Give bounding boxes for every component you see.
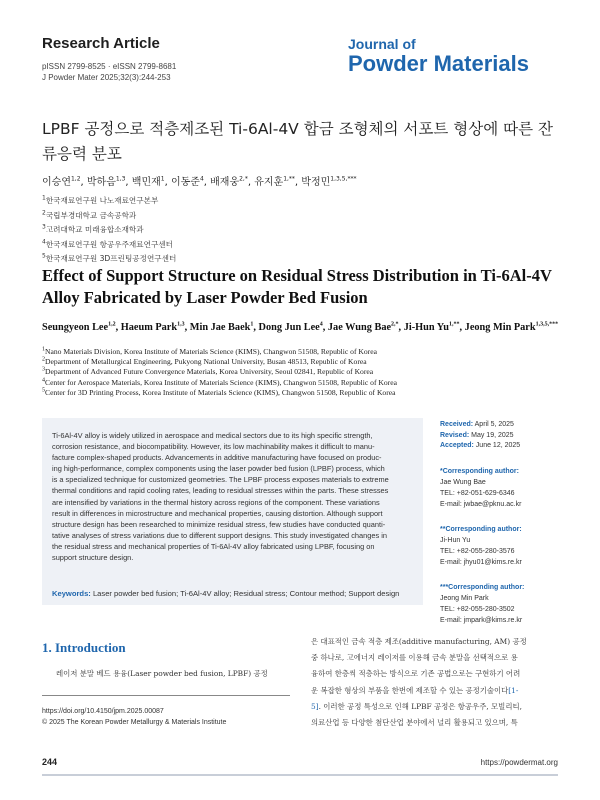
korean-affiliations	[42, 194, 176, 267]
author-affil-sup: 2,*	[239, 175, 248, 183]
citation: J Powder Mater 2025;32(3):244-253	[42, 73, 171, 82]
affiliation-text: Department of Metallurgical Engineering, Pukyong National University, Busan 48513, Republic of Korea	[45, 357, 367, 367]
reference-link: 5]	[311, 701, 319, 711]
abstract-line: result in differences in microstructure and mechanical properties, causing distortion. Although support	[52, 508, 383, 518]
corresponding-name: Ji-Hun Yu	[440, 536, 471, 544]
english-title: Effect of Support Structure on Residual Stress Distribution in Ti-6Al-4V Alloy Fabricated by Laser Powder Bed Fusion	[42, 266, 552, 307]
corresponding-author	[440, 466, 570, 510]
abstract-line: are intensified by variations in the thermal history across regions of the component. These variations	[52, 497, 380, 507]
keywords	[52, 589, 417, 598]
affiliation-item	[42, 209, 176, 224]
corresponding-label: ***Corresponding author:	[440, 583, 525, 591]
affiliation-text: 국립부경대학교 금속공학과	[45, 210, 137, 220]
abstract-line: ing high-performance, complex components using the laser powder bed fusion (LPBF) process, which	[52, 464, 385, 474]
article-info	[440, 420, 570, 626]
affiliation-text: 한국재료연구원 나노재료연구본부	[45, 196, 159, 205]
author-name: Dong Jun Lee	[258, 322, 320, 333]
journal-name-small: Journal of	[348, 36, 416, 52]
affiliation-text: Center for 3D Printing Process, Korea Institute of Materials Science (KIMS), Changwon 51508, Republic of Korea	[45, 387, 396, 397]
affiliation-num: 1	[42, 194, 46, 202]
author-affil-sup: 1,3	[115, 175, 126, 183]
author-affil-sup: 1	[160, 175, 165, 183]
affiliation-item	[42, 367, 397, 377]
author-affil-sup: 1,2	[108, 321, 116, 328]
intro-line: 의료산업 등 다양한 첨단산업 분야에서 널리 활용되고 있으며, 특	[311, 718, 518, 728]
intro-line: 중 하나로, 고에너지 레이저를 이용해 금속 분말을 선택적으로 용	[311, 653, 518, 663]
affiliation-num: 3	[42, 223, 46, 231]
received-date: Received: April 5, 2025	[440, 421, 514, 428]
affiliation-item	[42, 347, 397, 357]
english-authors: Seungyeon Lee$^{1,2}$, Haeum Park$^{1,3}$, Min Jae Baek$^1$, Dong Jun Lee$^4$, Jae Wung Bae$^{2,*}$, Ji-Hun $Yu^{1,**}$, Jeong Min Park$^{1,3,5,***}$	[42, 321, 559, 333]
abstract-line: Ti-6Al-4V alloy is widely utilized in aerospace and medical sectors due to its high specific strength,	[52, 431, 373, 440]
affiliation-text: Center for Aerospace Materials, Korea Institute of Materials Science (KIMS), Changwon 51508, Republic of Korea	[45, 377, 397, 387]
corresponding-tel: TEL: +82-055-280-3502	[440, 605, 515, 613]
affiliation-item	[42, 194, 176, 209]
affiliation-text: 한국재료연구원 3D프린팅공정연구센터	[45, 254, 177, 264]
affiliation-item	[42, 223, 176, 238]
corresponding-authors	[440, 466, 570, 626]
abstract-text	[52, 430, 412, 563]
author-name: 박정민	[301, 177, 331, 188]
keywords-label: Keywords:	[52, 589, 91, 598]
article-dates	[440, 420, 570, 452]
affiliation-num: 4	[42, 377, 45, 384]
affiliation-text: Nano Materials Division, Korea Institute of Materials Science (KIMS), Changwon 51508, Republic of Korea	[45, 347, 377, 356]
affiliation-item	[42, 378, 397, 388]
author-name: 백민재	[131, 177, 161, 188]
author-affil-sup: 1,3	[177, 321, 185, 328]
author-name: Min Jae Baek	[189, 322, 251, 333]
author-affil-sup: 1,2	[70, 175, 81, 183]
author-name: 배재웅	[210, 177, 240, 188]
corresponding-label: *Corresponding author:	[440, 467, 519, 475]
website-link[interactable]: https://powdermat.org	[480, 758, 558, 767]
intro-column-1: 레이저 분말 베드 용융(Laser powder bed fusion, LPBF) 공정	[56, 669, 268, 678]
corresponding-label: **Corresponding author:	[440, 525, 522, 533]
corresponding-email: E-mail: jhyu01@kims.re.kr	[440, 558, 522, 566]
author-name: 이동준	[170, 177, 200, 188]
english-affiliations	[42, 347, 397, 398]
author-affil-sup: 1,**	[283, 175, 295, 183]
affiliation-num: 3	[42, 366, 45, 373]
keywords-list: Laser powder bed fusion; Ti-6Al-4V alloy; Residual stress; Contour method; Support design	[92, 589, 400, 598]
author-name: Jae Wung Bae	[327, 322, 392, 333]
abstract-line: tative analyses of stress variations due to different support designs. This study investigated changes in	[52, 530, 387, 540]
author-name: 이승연	[42, 177, 71, 188]
page-number: 244	[42, 757, 58, 767]
issn: pISSN 2799-8525 · eISSN 2799-8681	[42, 62, 177, 71]
abstract-line: the residual stress and mechanical properties of Ti-6Al-4V alloy fabricated using LPBF, focusing on	[52, 541, 375, 551]
author-affil-sup: 1,3,5,***	[535, 321, 559, 328]
author-name: Jeong Min Park	[464, 322, 536, 333]
doi-link[interactable]: https://doi.org/10.4150/jpm.2025.00087	[42, 708, 164, 715]
author-name: 박하음	[86, 177, 116, 188]
author-affil-sup: 4	[319, 321, 323, 328]
author-name: Seungyeon Lee	[42, 322, 109, 333]
intro-line: 운 복잡한 형상의 부품을 한번에 제조할 수 있는 공정기술이다[1-	[311, 685, 519, 695]
journal-name-big: Powder Materials	[348, 51, 529, 76]
author-name: Ji-Hun Yu	[403, 322, 450, 333]
affiliation-num: 2	[42, 209, 46, 217]
abstract-line: thermal conditions and rapid cooling rates, leading to residual stresses within the parts. These stresses	[52, 486, 389, 496]
intro-line: 5]. 이러한 공정 특성으로 인해 LPBF 공정은 항공우주, 모빌리티,	[311, 701, 522, 711]
abstract-line: structure design has been researched to minimize residual stress, few studies have conducted quanti-	[52, 519, 386, 529]
korean-title: LPBF 공정으로 적층제조된 Ti-6Al-4V 합금 조형체의 서포트 형상에 따른 잔류응력 분포	[42, 120, 553, 163]
intro-line: 융하여 한층씩 적층하는 방식으로 기존 공법으로는 구현하기 어려	[311, 669, 521, 679]
abstract-box	[42, 418, 423, 605]
abstract-line: is a specialized technique for customized geometries. The LPBF process exposes materials to extreme	[52, 475, 389, 485]
reference-link: [1-	[508, 685, 519, 695]
intro-line: 은 대표적인 금속 적층 제조(additive manufacturing, AM) 공정	[311, 637, 527, 646]
accepted-date: Accepted: June 12, 2025	[440, 442, 521, 449]
abstract-line: corrosion resistance, and biocompatibility. However, its low machinability makes it difficult to manu-	[52, 442, 375, 452]
affiliation-num: 1	[42, 346, 45, 353]
author-affil-sup: 1,**	[449, 321, 460, 328]
korean-authors: 이승연$^{1,2}$, 박하음$^{1,3}$, 백민재$^1$, 이동준$^4$, 배재웅$^{2,*}$, 유지훈$^{1,**}$, 박정민$^{1,3,5,***}$	[42, 175, 357, 188]
issn-block	[42, 61, 176, 83]
corresponding-tel: TEL: +82-051-629-6346	[440, 489, 515, 497]
author-affil-sup: 2,*	[391, 321, 399, 328]
revised-date: Revised: May 19, 2025	[440, 431, 514, 439]
corresponding-email: E-mail: jwbae@pknu.ac.kr	[440, 500, 522, 508]
corresponding-author	[440, 582, 570, 626]
affiliation-text: Department of Advanced Future Convergence Materials, Korea University, Seoul 02841, Republic of Korea	[45, 367, 374, 377]
affiliation-num: 4	[42, 238, 46, 246]
affiliation-text: 고려대학교 미래융합소재학과	[45, 225, 144, 235]
abstract-line: support structure design.	[52, 553, 134, 563]
article-type: Research Article	[42, 35, 160, 52]
affiliation-item	[42, 357, 397, 367]
journal-logo	[348, 36, 558, 76]
section-heading-introduction: 1. Introduction	[42, 640, 126, 655]
author-name: 유지훈	[254, 177, 284, 188]
affiliation-num: 2	[42, 356, 45, 363]
corresponding-name: Jeong Min Park	[440, 594, 489, 602]
corresponding-author	[440, 524, 570, 568]
copyright: © 2025 The Korean Powder Metallurgy & Materials Institute	[42, 719, 227, 726]
abstract-line: facture complex-shaped products. Advancements in additive manufacturing have focused on produc-	[52, 453, 382, 463]
affiliation-text: 한국재료연구원 항공우주재료연구센터	[45, 239, 173, 249]
corresponding-tel: TEL: +82-055-280-3576	[440, 547, 515, 555]
author-affil-sup: 1,3,5,***	[330, 175, 357, 183]
footer-bar	[42, 774, 558, 776]
affiliation-item	[42, 238, 176, 253]
footnote-rule	[42, 695, 290, 696]
corresponding-email: E-mail: jmpark@kims.re.kr	[440, 616, 523, 624]
author-affil-sup: 1	[250, 321, 254, 328]
intro-column-2	[311, 634, 559, 731]
author-name: Haeum Park	[120, 322, 178, 333]
affiliation-num: 5	[42, 387, 45, 394]
affiliation-num: 5	[42, 252, 46, 260]
corresponding-name: Jae Wung Bae	[440, 478, 486, 486]
affiliation-item	[42, 388, 397, 398]
author-affil-sup: 4	[199, 175, 204, 183]
doi-block	[42, 706, 226, 728]
